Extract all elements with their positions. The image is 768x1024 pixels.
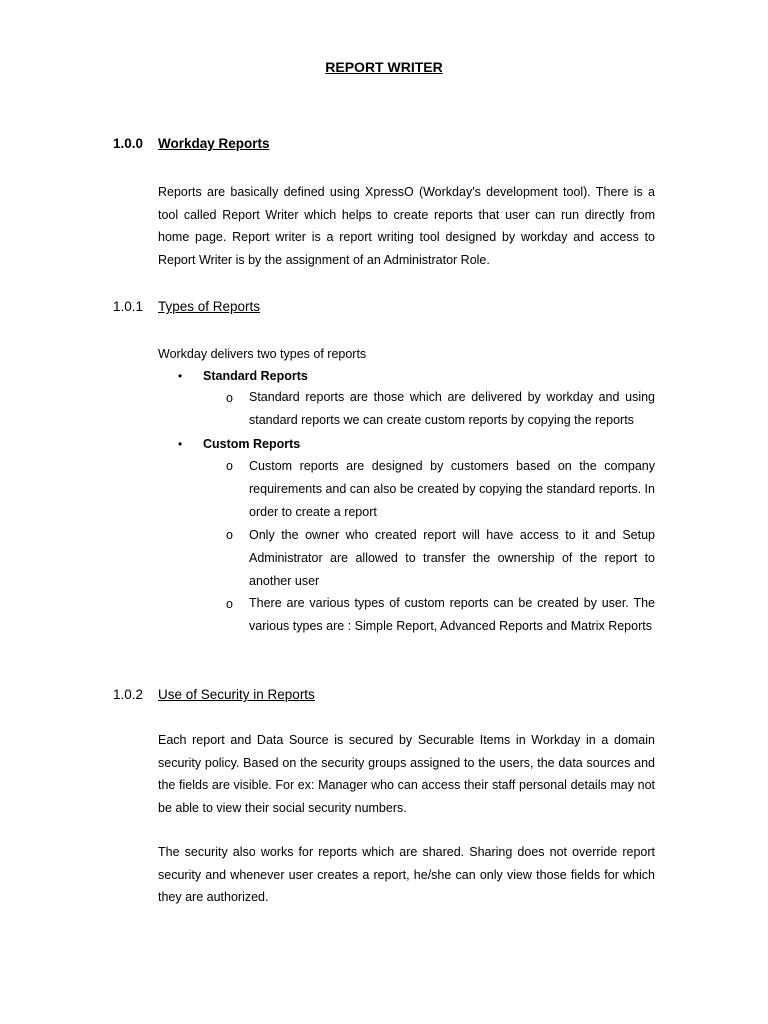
sub-bullet-text: Standard reports are those which are delivered by workday and using standard reports we can create custom reports by copying the reports — [249, 390, 655, 427]
section-heading-workday-reports: Workday Reports — [158, 136, 270, 151]
sub-bullet-text: Custom reports are designed by customers based on the company requirements and can also be created by copying the standard reports. In order to create a report — [249, 459, 655, 519]
sub-bullet-marker: o — [226, 528, 233, 542]
bullet-marker: • — [178, 369, 183, 383]
bullet-label-standard-reports: Standard Reports — [203, 369, 308, 383]
section-paragraph-security-2: The security also works for reports which are shared. Sharing does not override report security and whenever user creates a report, he/she can only view those fields for which they are authorized. — [158, 845, 655, 904]
section-number-1-0-2: 1.0.2 — [113, 687, 144, 702]
section-heading-types-of-reports: Types of Reports — [158, 299, 261, 314]
document-title: REPORT WRITER — [325, 59, 443, 75]
sub-bullet-text: There are various types of custom reports can be created by user. The various types are : Simple Report, Advanced Reports and Matrix Reports — [249, 596, 655, 633]
section-paragraph-security-1: Each report and Data Source is secured by Securable Items in Workday in a domain security policy. Based on the security groups assigned to the users, the data sources and the fields are visible. For ex: Manager who can access their staff personal details may not be able to view their social security numbers. — [158, 733, 655, 815]
section-number-1-0-0: 1.0.0 — [113, 136, 144, 151]
sub-bullet-marker: o — [226, 459, 233, 473]
section-paragraph-workday-reports: Reports are basically defined using XpressO (Workday's development tool). There is a tool called Report Writer which helps to create reports that user can run directly from home page. Report writer is a report writing tool designed by workday and access to Report Writer is by the assignment of an Administrator Role. — [158, 185, 655, 267]
sub-bullet-marker: o — [226, 597, 233, 611]
sub-bullet-text: Only the owner who created report will have access to it and Setup Administrator are allowed to transfer the ownership of the report to another user — [249, 528, 655, 588]
sub-bullet-marker: o — [226, 391, 233, 405]
bullet-marker: • — [178, 437, 183, 451]
section-number-1-0-1: 1.0.1 — [113, 299, 144, 314]
types-intro-text: Workday delivers two types of reports — [158, 347, 367, 361]
section-heading-use-of-security: Use of Security in Reports — [158, 687, 315, 702]
bullet-label-custom-reports: Custom Reports — [203, 437, 301, 451]
